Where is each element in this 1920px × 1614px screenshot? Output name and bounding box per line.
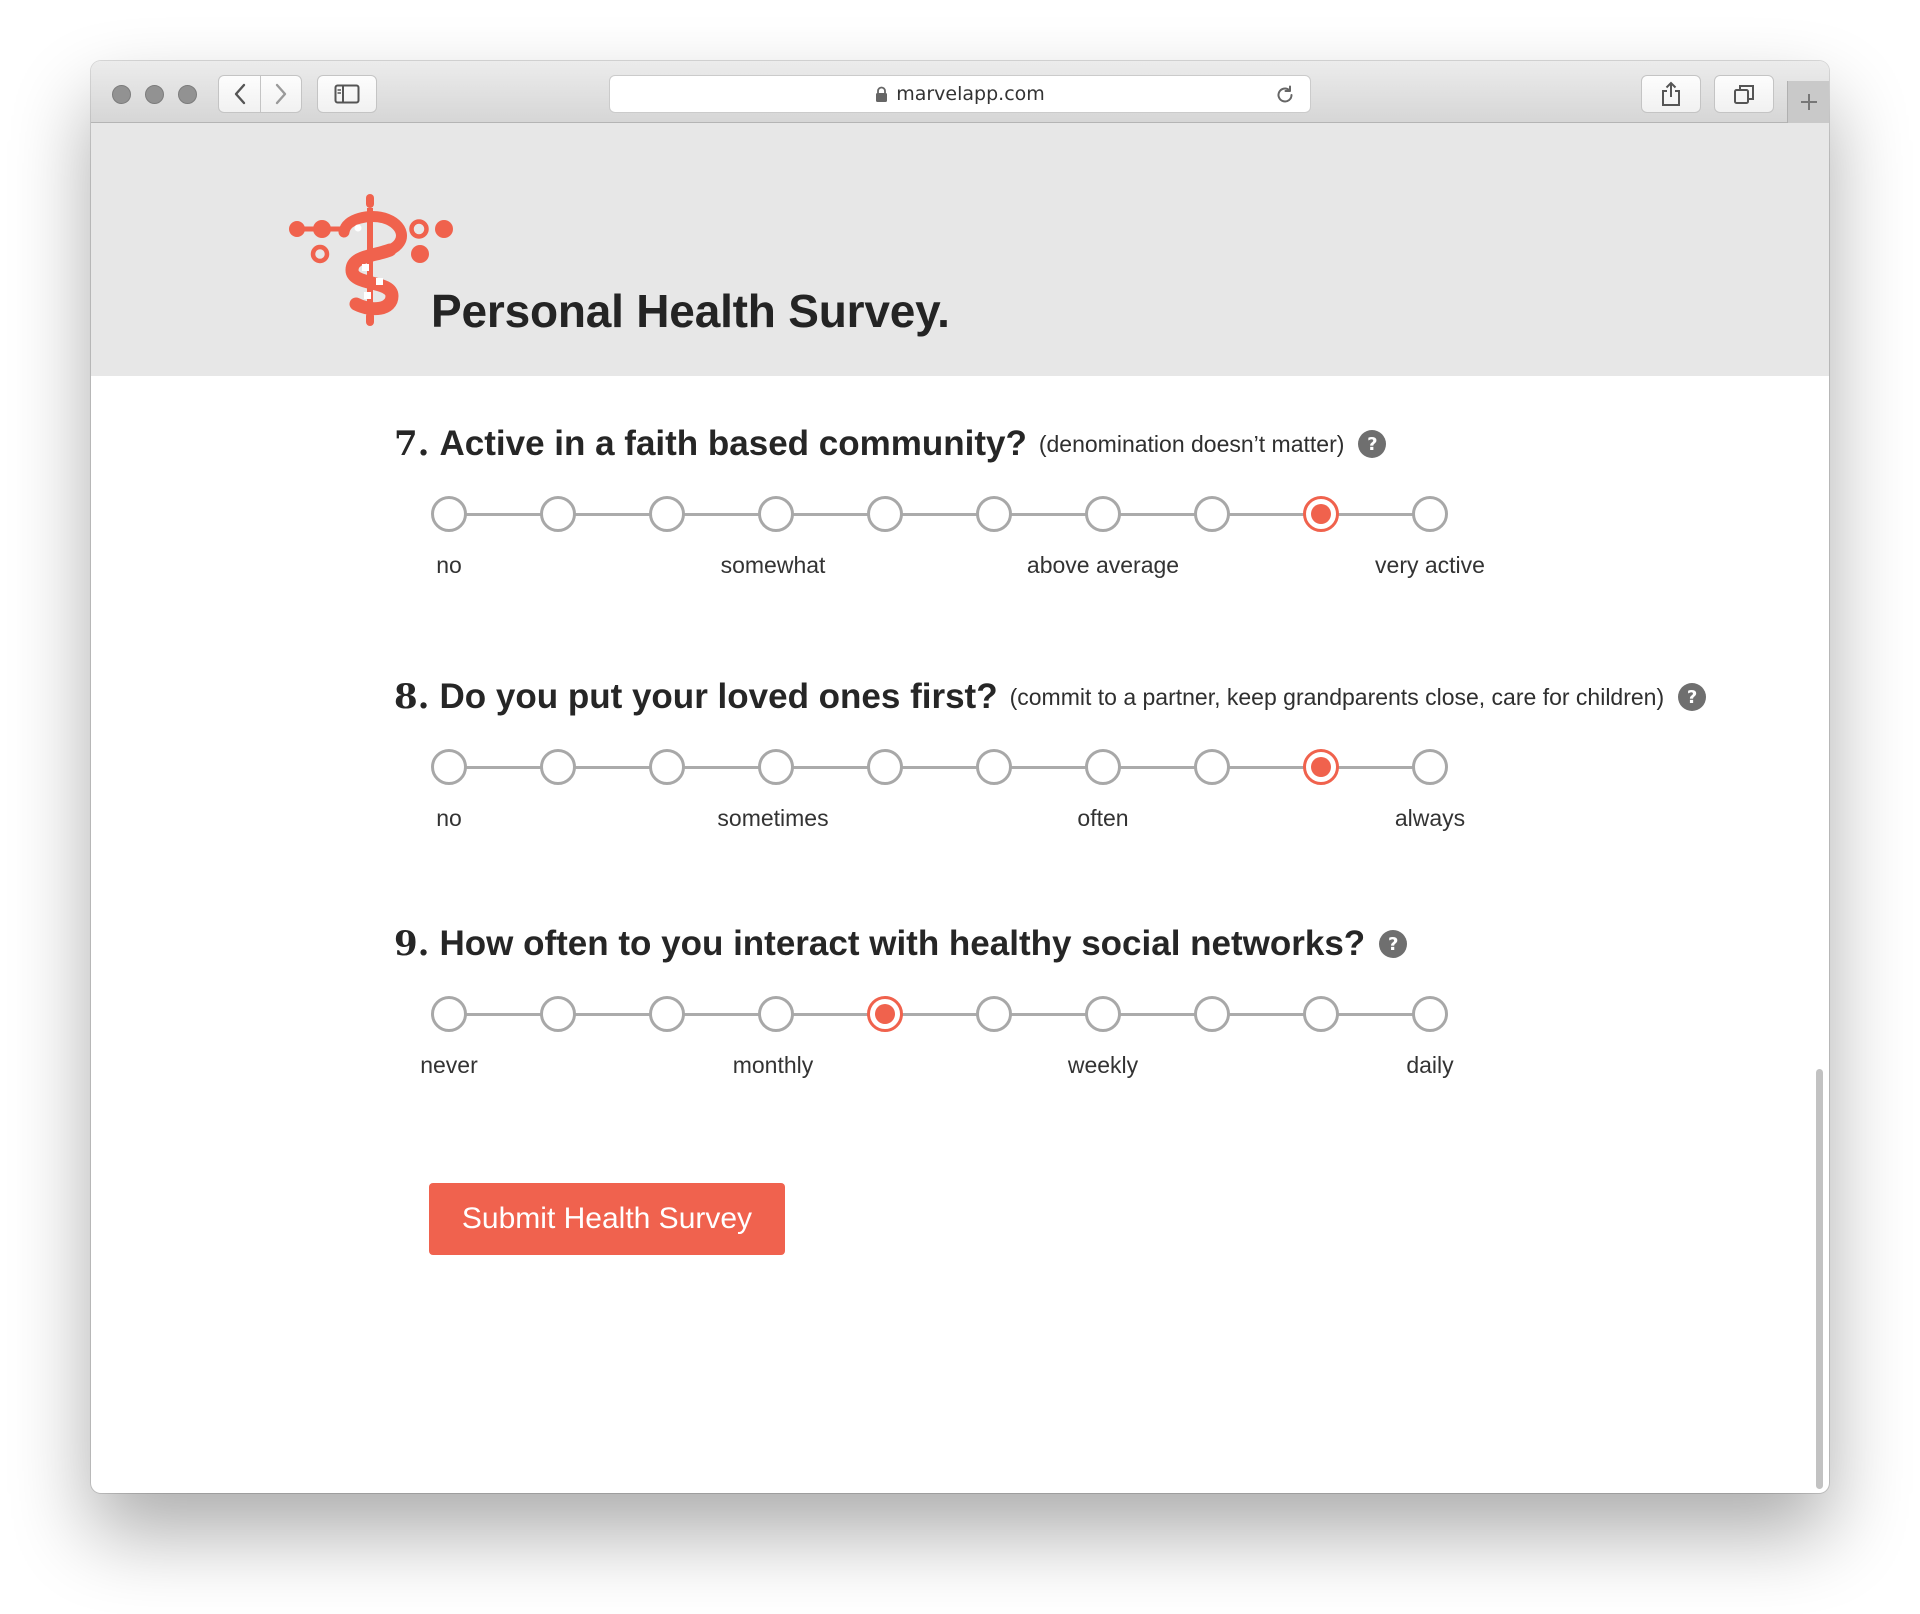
scale-option[interactable]	[976, 996, 1012, 1032]
scale-option-selected[interactable]	[867, 996, 903, 1032]
sidebar-icon	[334, 84, 360, 104]
share-icon	[1660, 81, 1682, 107]
scale-option[interactable]	[649, 749, 685, 785]
tabs-overview-button[interactable]	[1714, 75, 1774, 113]
minimize-window-button[interactable]	[145, 85, 164, 104]
scale-label: often	[1077, 805, 1129, 831]
question-number: 7.	[394, 424, 430, 464]
zoom-window-button[interactable]	[178, 85, 197, 104]
plus-icon	[1799, 92, 1819, 112]
url-text: marvelapp.com	[896, 83, 1045, 105]
scale-option[interactable]	[1412, 749, 1448, 785]
share-button[interactable]	[1641, 75, 1701, 113]
scale-option[interactable]	[1194, 749, 1230, 785]
help-icon[interactable]: ?	[1678, 683, 1706, 711]
scale-option[interactable]	[758, 749, 794, 785]
sidebar-button[interactable]	[317, 75, 377, 113]
scale-label: no	[436, 552, 462, 578]
question-9	[91, 924, 1829, 1124]
new-tab-button[interactable]	[1787, 81, 1829, 123]
scale-label: sometimes	[717, 805, 829, 831]
scale-option[interactable]	[1303, 996, 1339, 1032]
scale-option[interactable]	[540, 496, 576, 532]
scale-option-selected[interactable]	[1303, 496, 1339, 532]
page-title: Personal Health Survey.	[431, 285, 950, 337]
scale-option[interactable]	[976, 749, 1012, 785]
scale-option[interactable]	[1085, 996, 1121, 1032]
rating-scale	[91, 677, 1829, 877]
scale-track	[449, 513, 1430, 516]
submit-survey-button[interactable]: Submit Health Survey	[429, 1183, 785, 1255]
scale-label: monthly	[732, 1052, 814, 1078]
scale-option[interactable]	[1085, 496, 1121, 532]
page-scrollbar[interactable]	[1816, 1069, 1823, 1489]
question-7	[91, 424, 1829, 624]
scale-label: always	[1394, 805, 1466, 831]
scale-label: somewhat	[720, 552, 826, 578]
scale-label: above average	[1026, 552, 1180, 578]
address-bar[interactable]	[609, 75, 1311, 113]
question-note: (denomination doesn’t matter)	[1038, 430, 1345, 457]
help-icon[interactable]: ?	[1358, 430, 1386, 458]
question-text: Active in a faith based community?	[439, 424, 1027, 463]
scale-label: daily	[1406, 1052, 1454, 1078]
rating-scale	[91, 924, 1829, 1124]
scale-option[interactable]	[976, 496, 1012, 532]
scale-option[interactable]	[1194, 496, 1230, 532]
lock-icon	[875, 86, 888, 103]
scale-option-selected[interactable]	[1303, 749, 1339, 785]
scale-option[interactable]	[649, 996, 685, 1032]
navigation-buttons	[218, 75, 302, 113]
scale-option[interactable]	[1412, 496, 1448, 532]
scale-option[interactable]	[1412, 996, 1448, 1032]
scale-option[interactable]	[1085, 749, 1121, 785]
question-8	[91, 677, 1829, 877]
chevron-left-icon	[233, 83, 247, 105]
back-button[interactable]	[219, 76, 260, 112]
close-window-button[interactable]	[112, 85, 131, 104]
tabs-icon	[1733, 83, 1755, 105]
question-text: How often to you interact with healthy social networks?	[439, 924, 1366, 963]
scale-option[interactable]	[431, 749, 467, 785]
scale-label: never	[420, 1052, 478, 1078]
help-icon[interactable]: ?	[1379, 930, 1407, 958]
scale-option[interactable]	[867, 496, 903, 532]
rating-scale	[91, 424, 1829, 624]
scale-option[interactable]	[540, 996, 576, 1032]
question-number: 8.	[394, 677, 430, 717]
question-text: Do you put your loved ones first?	[439, 677, 998, 716]
scale-track	[449, 1013, 1430, 1016]
scale-label: very active	[1375, 552, 1485, 578]
chevron-right-icon	[274, 83, 288, 105]
scale-option[interactable]	[540, 749, 576, 785]
scale-track	[449, 766, 1430, 769]
scale-option[interactable]	[758, 996, 794, 1032]
scale-option[interactable]	[431, 496, 467, 532]
browser-window	[91, 61, 1829, 1493]
scale-option[interactable]	[1194, 996, 1230, 1032]
browser-toolbar	[91, 61, 1829, 123]
question-note: (commit to a partner, keep grandparents close, care for children)	[1009, 683, 1665, 710]
scale-option[interactable]	[431, 996, 467, 1032]
question-number: 9.	[394, 924, 430, 964]
scale-label: no	[436, 805, 462, 831]
scale-option[interactable]	[758, 496, 794, 532]
scale-label: weekly	[1067, 1052, 1139, 1078]
scale-option[interactable]	[649, 496, 685, 532]
forward-button[interactable]	[260, 76, 301, 112]
scale-option[interactable]	[867, 749, 903, 785]
reload-icon[interactable]	[1274, 84, 1296, 106]
